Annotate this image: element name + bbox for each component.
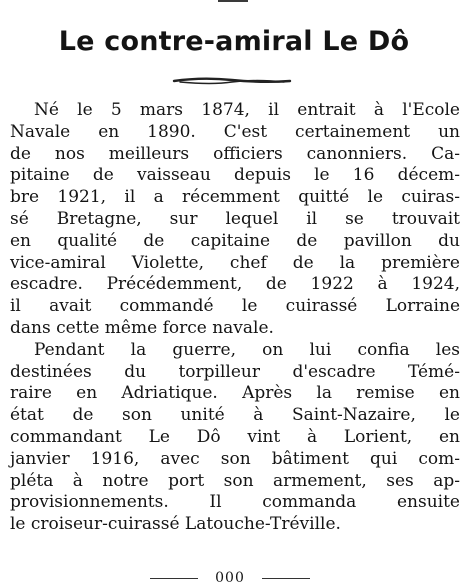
text-line: Pendant la guerre, on lui confia les	[34, 339, 460, 360]
ornament-dash-right	[262, 578, 310, 579]
text-line: vice-amiral Violette, chef de la première	[10, 252, 460, 273]
text-line: escadre. Précédemment, de 1922 à 1924,	[10, 274, 460, 295]
text-line: état de son unité à Saint-Nazaire, le	[10, 405, 460, 426]
text-line: sé Bretagne, sur lequel il se trouvait	[10, 208, 460, 229]
text-line: le croiseur-cuirassé Latouche-Tréville.	[10, 514, 341, 535]
top-rule	[218, 0, 248, 2]
text-line: provisionnements. Il commanda ensuite	[10, 492, 460, 513]
ornament-dash-left	[150, 578, 198, 579]
text-line: pitaine de vaisseau depuis le 16 décem-	[10, 165, 460, 186]
paragraph-war	[10, 340, 460, 536]
text-line: Navale en 1890. C'est certainement un	[10, 121, 460, 142]
ornament-glyphs: 000	[215, 570, 245, 586]
headline-divider	[172, 76, 292, 86]
text-line: pléta à notre port son armement, ses ap-	[10, 470, 460, 491]
text-line: bre 1921, il a récemment quitté le cuiras-	[10, 187, 460, 208]
article-headline: Le contre-amiral Le Dô	[58, 26, 410, 57]
text-line: destinées du torpilleur d'escadre Témé-	[10, 361, 460, 382]
text-line: raire en Adriatique. Après la remise en	[10, 383, 460, 404]
text-line: Né le 5 mars 1874, il entrait à l'Ecole	[34, 100, 460, 120]
paragraph-career	[10, 100, 460, 340]
text-line: il avait commandé le cuirassé Lorraine	[10, 296, 460, 317]
text-line: dans cette même force navale.	[10, 317, 274, 338]
article-body	[10, 100, 460, 536]
text-line: de nos meilleurs officiers canonniers. Ca-	[10, 143, 460, 164]
text-line: janvier 1916, avec son bâtiment qui com-	[10, 448, 460, 469]
footer-ornament	[150, 569, 310, 588]
text-line: en qualité de capitaine de pavillon du	[10, 230, 460, 251]
text-line: commandant Le Dô vint à Lorient, en	[10, 426, 460, 447]
